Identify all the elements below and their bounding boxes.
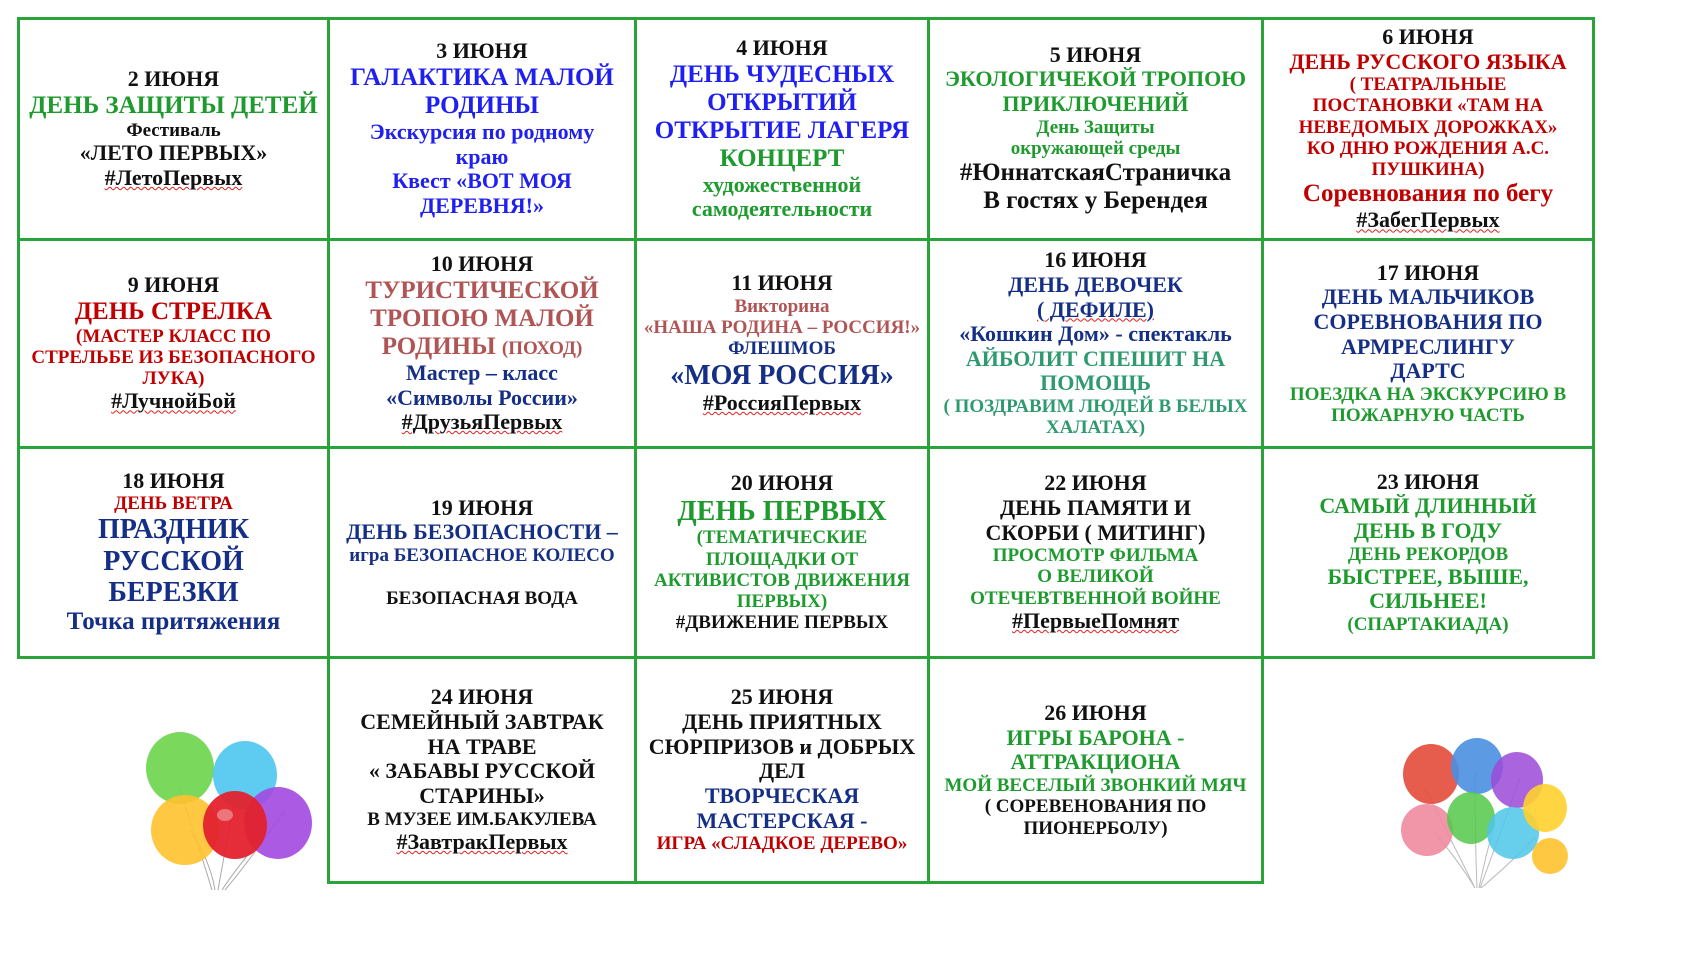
event-line: ДЕНЬ ВЕТРА: [114, 493, 233, 515]
day-cell-june-17: [1261, 238, 1595, 449]
event-line: День Защиты: [1036, 116, 1155, 138]
event-title: ГАЛАКТИКА МАЛОЙ: [350, 64, 614, 92]
event-line: ПЛОЩАДКИ ОТ: [705, 548, 859, 570]
date-label: 22 ИЮНЯ: [1044, 470, 1147, 496]
date-label: 23 ИЮНЯ: [1376, 468, 1480, 494]
day-cell-june-26: [927, 656, 1264, 884]
event-title: ДЕНЬ ПРИЯТНЫХ: [682, 709, 882, 735]
event-line: БЫСТРЕЕ, ВЫШЕ,: [1327, 563, 1529, 589]
day-cell-june-3: [327, 17, 637, 241]
event-line: (МАСТЕР КЛАСС ПО: [76, 325, 271, 347]
event-line: МОЙ ВЕСЕЛЫЙ ЗВОНКИЙ МЯЧ: [944, 775, 1247, 797]
hashtag: #ЛетоПервых: [104, 164, 243, 190]
date-label: 4 ИЮНЯ: [736, 35, 828, 61]
date-label: 26 ИЮНЯ: [1044, 700, 1147, 726]
event-line: О ВЕЛИКОЙ: [1037, 566, 1154, 588]
hashtag: #РоссияПервых: [702, 390, 862, 416]
day-cell-june-2: [17, 17, 330, 241]
date-label: 17 ИЮНЯ: [1376, 259, 1480, 285]
event-line: ДЕНЬ РЕКОРДОВ: [1347, 543, 1509, 565]
event-line: Фестиваль: [126, 120, 221, 142]
event-title: ДЕНЬ ПАМЯТИ И: [999, 494, 1192, 520]
event-line: самодеятельности: [691, 196, 873, 222]
event-line: ПОЕЗДКА НА ЭКСКУРСИЮ В: [1289, 383, 1567, 405]
event-line: Соревнования по бегу: [1302, 180, 1554, 208]
day-cell-june-20: [634, 446, 930, 659]
day-cell-june-23: [1261, 446, 1595, 659]
event-line: ПОЖАРНУЮ ЧАСТЬ: [1331, 405, 1525, 427]
event-title-note: (ПОХОД): [501, 337, 583, 359]
hashtag: #ПервыеПомнят: [1012, 608, 1179, 634]
day-cell-june-9: [17, 238, 330, 449]
event-line: « ЗАБАВЫ РУССКОЙ: [368, 758, 596, 784]
event-line: ТВОРЧЕСКАЯ: [704, 782, 860, 808]
day-cell-june-5: [927, 17, 1264, 241]
hashtag: #ЛучнойБой: [111, 388, 236, 414]
event-title: ИГРЫ БАРОНА -: [1006, 724, 1185, 750]
event-line: ПРОСМОТР ФИЛЬМА: [992, 545, 1199, 567]
day-cell-june-10: [327, 238, 637, 449]
event-title: ДЕНЬ ПЕРВЫХ: [677, 495, 887, 527]
event-line: СТРЕЛЬБЕ ИЗ БЕЗОПАСНОГО: [31, 346, 316, 368]
date-label: 10 ИЮНЯ: [430, 251, 534, 277]
event-line: ПОСТАНОВКИ «ТАМ НА: [1312, 95, 1544, 117]
event-line: ФЛЕШМОБ: [728, 338, 836, 360]
event-line: Мастер – класс: [406, 359, 558, 385]
day-cell-june-24: [327, 656, 637, 884]
hashtag: #ДВИЖЕНИЕ ПЕРВЫХ: [675, 612, 889, 634]
event-title: БЕРЕЗКИ: [108, 577, 239, 609]
event-line: ( ДЕФИЛЕ): [1036, 296, 1155, 322]
event-line: (СПАРТАКИАДА): [1347, 614, 1509, 636]
event-line: В гостях у Берендея: [983, 187, 1208, 215]
event-line: МАСТЕРСКАЯ -: [696, 807, 868, 833]
event-line: ДЕРЕВНЯ!»: [420, 192, 544, 218]
event-line: игра БЕЗОПАСНОЕ КОЛЕСО: [349, 544, 615, 566]
event-title: ДЕНЬ ЗАЩИТЫ ДЕТЕЙ: [29, 92, 318, 120]
date-label: 19 ИЮНЯ: [430, 494, 534, 520]
event-line: ХАЛАТАХ): [1045, 417, 1146, 439]
hashtag: #ЗавтракПервых: [396, 828, 568, 854]
event-title: [382, 333, 583, 361]
event-title: РОДИНЫ: [425, 92, 539, 120]
event-line: «НАША РОДИНА – РОССИЯ!»: [643, 317, 921, 339]
event-line: ОТЕЧЕВТВЕННОЙ ВОЙНЕ: [970, 587, 1221, 609]
event-line: Викторина: [734, 295, 830, 317]
event-line: ИГРА «СЛАДКОЕ ДЕРЕВО»: [656, 833, 908, 855]
day-cell-june-22: [927, 446, 1264, 659]
event-title: СЕМЕЙНЫЙ ЗАВТРАК: [360, 709, 604, 735]
day-cell-june-18: [17, 446, 330, 659]
event-title: ЭКОЛОГИЧЕКОЙ ТРОПОЮ: [945, 66, 1246, 92]
event-title: ДЕНЬ ЧУДЕСНЫХ: [669, 60, 895, 88]
event-line: ЛУКА): [142, 368, 205, 390]
event-title: ОТКРЫТИЙ: [707, 88, 857, 116]
event-line: НЕВЕДОМЫХ ДОРОЖКАХ»: [1298, 116, 1558, 138]
event-line: ( СОРЕВЕНОВАНИЯ ПО: [984, 796, 1207, 818]
event-line: (ТЕМАТИЧЕСКИЕ: [696, 527, 868, 549]
event-title: ДЕНЬ В ГОДУ: [1353, 517, 1503, 543]
event-line: АЙБОЛИТ СПЕШИТ НА: [965, 345, 1226, 371]
event-line: В МУЗЕЕ ИМ.БАКУЛЕВА: [367, 808, 597, 830]
date-label: 25 ИЮНЯ: [730, 684, 834, 710]
event-line: СТАРИНЫ»: [419, 782, 545, 808]
day-cell-june-25: [634, 656, 930, 884]
event-line: «Символы России»: [386, 384, 578, 410]
event-line: «ЛЕТО ПЕРВЫХ»: [79, 140, 268, 166]
event-title: ТРОПОЮ МАЛОЙ: [370, 304, 594, 332]
date-label: 18 ИЮНЯ: [122, 467, 225, 493]
day-cell-june-19: [327, 446, 637, 659]
event-line: СОРЕВНОВАНИЯ ПО: [1313, 308, 1543, 334]
event-line: Точка притяжения: [66, 608, 281, 636]
day-cell-june-11: [634, 238, 930, 449]
event-title: ДЕЛ: [759, 758, 805, 784]
balloons-left-icon: [140, 730, 320, 900]
event-title: «МОЯ РОССИЯ»: [670, 359, 894, 391]
event-title: ДЕНЬ МАЛЬЧИКОВ: [1321, 284, 1535, 310]
event-line: окружающей среды: [1010, 137, 1181, 159]
date-label: 20 ИЮНЯ: [730, 470, 834, 496]
event-title: ПРАЗДНИК РУССКОЙ: [97, 514, 250, 577]
event-title: ОТКРЫТИЕ ЛАГЕРЯ: [654, 116, 910, 144]
event-line: ( ПОЗДРАВИМ ЛЮДЕЙ В БЕЛЫХ: [943, 396, 1248, 418]
hashtag: #ЗабегПервых: [1356, 207, 1500, 233]
event-line: ПИОНЕРБОЛУ): [1023, 817, 1168, 839]
event-line: БЕЗОПАСНАЯ ВОДА: [386, 588, 578, 610]
event-line: КО ДНЮ РОЖДЕНИЯ А.С.: [1306, 137, 1550, 159]
event-title: ДЕНЬ БЕЗОПАСНОСТИ –: [346, 519, 618, 545]
date-label: 5 ИЮНЯ: [1049, 41, 1142, 67]
date-label: 6 ИЮНЯ: [1382, 23, 1474, 49]
event-title: АТТРАКЦИОНА: [1010, 749, 1181, 775]
date-label: 11 ИЮНЯ: [731, 270, 833, 296]
event-title-part: РОДИНЫ: [381, 332, 496, 360]
event-line: ДАРТС: [1390, 358, 1466, 384]
date-label: 3 ИЮНЯ: [436, 38, 528, 64]
date-label: 9 ИЮНЯ: [127, 271, 220, 297]
date-label: 16 ИЮНЯ: [1044, 247, 1147, 273]
event-title: ПРИКЛЮЧЕНИЙ: [1002, 91, 1189, 117]
event-title: НА ТРАВЕ: [427, 733, 537, 759]
event-line: СИЛЬНЕЕ!: [1369, 588, 1487, 614]
event-line: ПОМОЩЬ: [1040, 370, 1151, 396]
date-label: 2 ИЮНЯ: [127, 66, 220, 92]
hashtag: #ЮннатскаяСтраничка: [959, 159, 1232, 187]
hashtag: #ДрузьяПервых: [401, 409, 563, 435]
balloons-right-icon: [1395, 738, 1575, 898]
event-title: СКОРБИ ( МИТИНГ): [985, 519, 1206, 545]
event-line: краю: [455, 143, 509, 169]
event-title: ДЕНЬ ДЕВОЧЕК: [1008, 271, 1183, 297]
event-title: ДЕНЬ РУССКОГО ЯЗЫКА: [1289, 48, 1567, 74]
event-title: СЮРПРИЗОВ и ДОБРЫХ: [648, 733, 916, 759]
event-line: Экскурсия по родному: [369, 119, 595, 145]
event-line: художественной: [702, 171, 862, 197]
event-line: КОНЦЕРТ: [719, 144, 845, 172]
event-line: ПУШКИНА): [1371, 159, 1485, 181]
event-title: ДЕНЬ СТРЕЛКА: [74, 297, 273, 325]
event-line: ПЕРВЫХ): [736, 591, 828, 613]
event-line: ( ТЕАТРАЛЬНЫЕ: [1349, 74, 1507, 96]
event-line: АКТИВИСТОВ ДВИЖЕНИЯ: [653, 569, 910, 591]
date-label: 24 ИЮНЯ: [430, 684, 534, 710]
event-title: ТУРИСТИЧЕСКОЙ: [365, 276, 599, 304]
event-line: «Кошкин Дом» - спектакль: [959, 321, 1232, 347]
day-cell-june-4: [634, 17, 930, 241]
event-title: САМЫЙ ДЛИННЫЙ: [1319, 493, 1537, 519]
day-cell-june-6: [1261, 17, 1595, 241]
event-line: АРМРЕСЛИНГУ: [1341, 333, 1515, 359]
event-line: Квест «ВОТ МОЯ: [392, 168, 572, 194]
day-cell-june-16: [927, 238, 1264, 449]
